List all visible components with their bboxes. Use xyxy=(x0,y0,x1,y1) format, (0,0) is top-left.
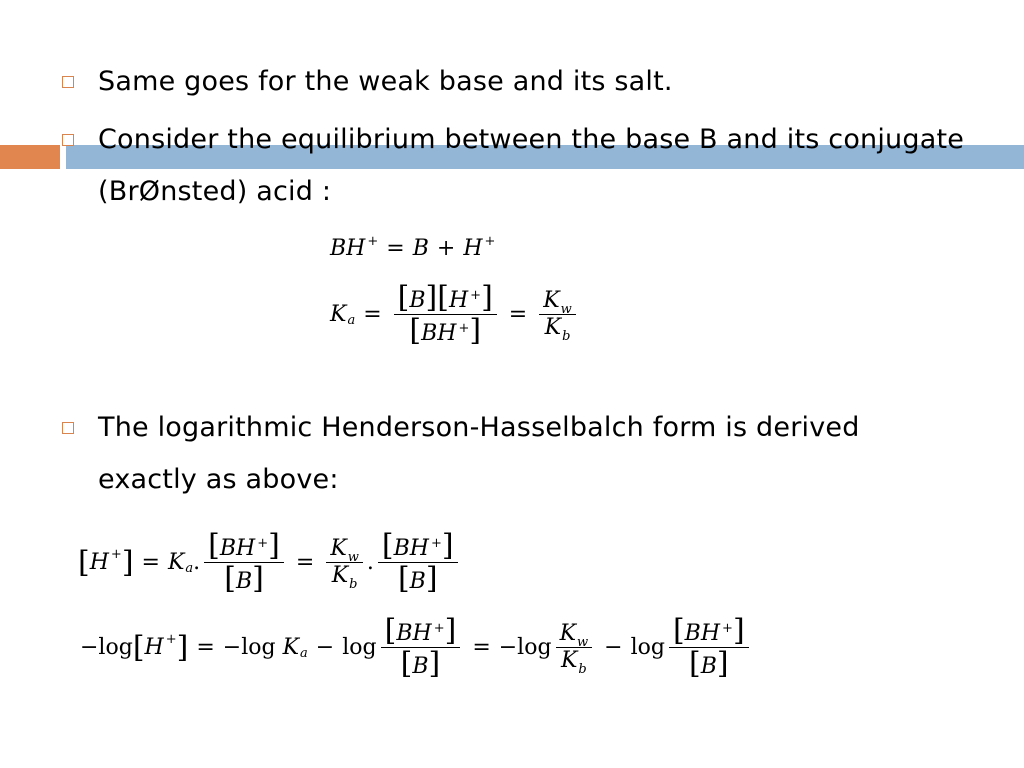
equation-equilibrium: BH + = B + H + xyxy=(330,233,496,261)
square-bullet-icon xyxy=(62,134,74,146)
bullet-text-1: Same goes for the weak base and its salt. xyxy=(98,66,673,97)
bullet-item-2 xyxy=(62,114,982,218)
accent-bar-orange xyxy=(0,145,60,169)
bullet-item-3 xyxy=(62,402,922,506)
square-bullet-icon xyxy=(62,422,74,434)
bullet-item-1 xyxy=(62,56,1002,108)
bullet-text-2: Consider the equilibrium between the base B and its conjugate (BrØnsted) acid : xyxy=(98,124,965,207)
equation-ka: K a = $\frac{[B][H ^+]}{[BH ^+]}$ = $\frac{K_w}{K_b}$ xyxy=(330,282,580,347)
square-bullet-icon xyxy=(62,76,74,88)
equation-h-concentration: [ H + ] = K a . $\frac{[BH ^+]}{[B]}$ = $\frac{K_w}{K_b}$ . $\frac{[BH ^+]}{[B]}$ xyxy=(78,530,462,595)
bullet-text-3: The logarithmic Henderson-Hasselbalch form is derived exactly as above: xyxy=(98,412,860,495)
equation-negative-log: −log [ H + ] = −log K a − log $\frac{[BH ^+]}{[B]}$ = −log $\frac{K_w}{K_b}$ − log $\frac{[BH ^+]}{[B]}$ xyxy=(80,615,753,680)
